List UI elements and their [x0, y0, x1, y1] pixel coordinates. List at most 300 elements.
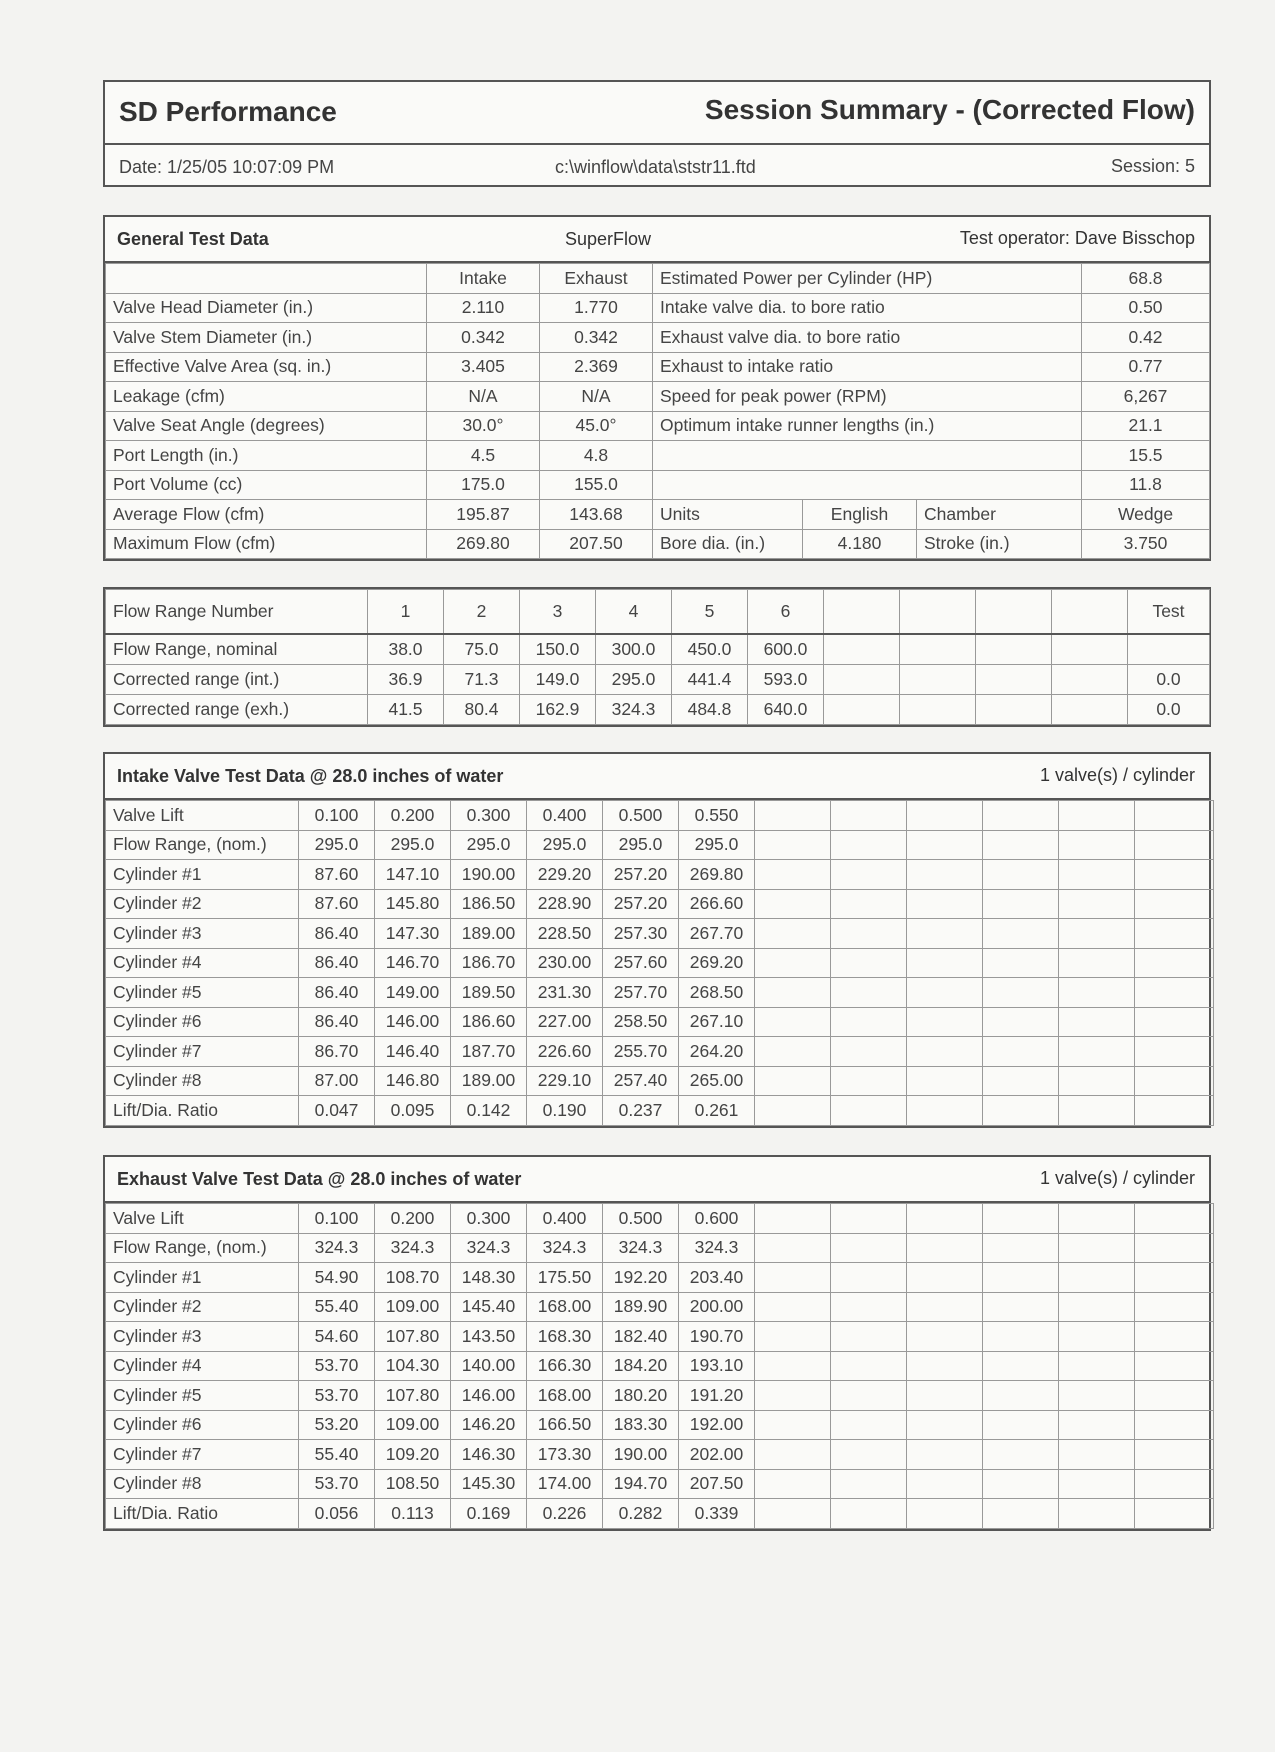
empty-cell: [831, 801, 907, 831]
flow-value: 147.10: [375, 860, 451, 890]
empty-cell: [831, 1263, 907, 1293]
flow-range-section: [103, 587, 1211, 727]
flow-value: 229.20: [527, 860, 603, 890]
table-row: [106, 1263, 1214, 1293]
exhaust-value: 2.369: [540, 352, 653, 382]
table-row: [106, 382, 1210, 412]
empty-cell: [1059, 1007, 1135, 1037]
empty-cell: [755, 889, 831, 919]
empty-cell: [831, 1469, 907, 1499]
derived-label: Intake valve dia. to bore ratio: [653, 293, 1082, 323]
empty-cell: [907, 1410, 983, 1440]
column-header-exhaust: Exhaust: [540, 264, 653, 294]
chamber-value: Wedge: [1082, 500, 1210, 530]
flow-value: 174.00: [527, 1469, 603, 1499]
row-label: Cylinder #2: [106, 1292, 299, 1322]
test-operator: Test operator: Dave Bisschop: [959, 228, 1195, 248]
stroke-label: Stroke (in.): [917, 529, 1082, 559]
range-value: [1128, 634, 1210, 665]
empty-cell: [983, 830, 1059, 860]
range-value: 450.0: [672, 634, 748, 665]
table-row: [106, 978, 1214, 1008]
range-value: 295.0: [596, 665, 672, 695]
flow-value: 295.0: [527, 830, 603, 860]
empty-cell: [907, 1322, 983, 1352]
table-row: [106, 352, 1210, 382]
flow-value: 109.00: [375, 1292, 451, 1322]
table-row: [106, 1096, 1214, 1126]
flow-value: 109.00: [375, 1410, 451, 1440]
empty-cell: [983, 1204, 1059, 1234]
empty-cell: [1135, 1469, 1214, 1499]
empty-cell: [831, 860, 907, 890]
empty-cell: [907, 1204, 983, 1234]
empty-cell: [1059, 860, 1135, 890]
empty-cell: [1059, 1440, 1135, 1470]
range-value: 149.0: [520, 665, 596, 695]
flow-value: 255.70: [603, 1037, 679, 1067]
table-row: [106, 293, 1210, 323]
range-value: 0.0: [1128, 665, 1210, 695]
flow-value: 145.80: [375, 889, 451, 919]
range-value: 36.9: [368, 665, 444, 695]
flow-value: 53.70: [299, 1351, 375, 1381]
flow-value: 0.339: [679, 1499, 755, 1529]
flow-value: 192.00: [679, 1410, 755, 1440]
report-title: Session Summary - (Corrected Flow): [704, 94, 1195, 125]
row-label: Leakage (cfm): [106, 382, 427, 412]
data-file-path: c:\winflow\data\ststr11.ftd: [555, 157, 756, 177]
empty-cell: [755, 1410, 831, 1440]
empty-cell: [755, 948, 831, 978]
flow-value: 0.282: [603, 1499, 679, 1529]
flow-value: 203.40: [679, 1263, 755, 1293]
row-label: Cylinder #6: [106, 1007, 299, 1037]
range-value: [976, 695, 1052, 725]
flow-value: 295.0: [451, 830, 527, 860]
empty-cell: [831, 1440, 907, 1470]
empty-cell: [1135, 1233, 1214, 1263]
empty-cell: [1059, 978, 1135, 1008]
range-value: 300.0: [596, 634, 672, 665]
derived-value: 11.8: [1082, 470, 1210, 500]
flow-value: 168.00: [527, 1381, 603, 1411]
flow-value: 146.80: [375, 1066, 451, 1096]
row-label: Corrected range (exh.): [106, 695, 368, 725]
empty-cell: [831, 1233, 907, 1263]
row-label: Cylinder #5: [106, 1381, 299, 1411]
empty-cell: [1135, 1007, 1214, 1037]
bore-value: 4.180: [803, 529, 917, 559]
row-label: Valve Seat Angle (degrees): [106, 411, 427, 441]
empty-cell: [755, 830, 831, 860]
flow-value: 86.40: [299, 978, 375, 1008]
flow-value: 189.90: [603, 1292, 679, 1322]
table-row: [106, 1292, 1214, 1322]
flow-value: 86.40: [299, 919, 375, 949]
flow-value: 146.40: [375, 1037, 451, 1067]
empty-cell: [1135, 830, 1214, 860]
empty-cell: [1135, 1263, 1214, 1293]
flow-range-table: [105, 589, 1210, 725]
empty-cell: [983, 978, 1059, 1008]
report-header: [103, 80, 1211, 187]
derived-value: 0.77: [1082, 352, 1210, 382]
empty-cell: [755, 860, 831, 890]
column-header-intake: Intake: [427, 264, 540, 294]
empty-cell: [831, 978, 907, 1008]
table-row: [106, 441, 1210, 471]
flow-value: 189.50: [451, 978, 527, 1008]
range-value: [824, 695, 900, 725]
flow-value: 107.80: [375, 1381, 451, 1411]
flow-value: 192.20: [603, 1263, 679, 1293]
intake-value: 3.405: [427, 352, 540, 382]
flow-value: 0.226: [527, 1499, 603, 1529]
row-label: Valve Lift: [106, 801, 299, 831]
flow-value: 190.70: [679, 1322, 755, 1352]
empty-cell: [831, 1499, 907, 1529]
empty-cell: [1135, 1410, 1214, 1440]
row-label: Cylinder #8: [106, 1066, 299, 1096]
empty-cell: [755, 978, 831, 1008]
table-row: [106, 1037, 1214, 1067]
row-label: Cylinder #1: [106, 1263, 299, 1293]
empty-cell: [983, 1233, 1059, 1263]
range-number: Test: [1128, 590, 1210, 635]
empty-cell: [907, 889, 983, 919]
empty-cell: [907, 1292, 983, 1322]
empty-cell: [907, 1440, 983, 1470]
intake-value: 269.80: [427, 529, 540, 559]
range-value: 71.3: [444, 665, 520, 695]
valves-per-cylinder: 1 valve(s) / cylinder: [1039, 1168, 1195, 1188]
table-row: [106, 1410, 1214, 1440]
flow-value: 227.00: [527, 1007, 603, 1037]
derived-label: Exhaust valve dia. to bore ratio: [653, 323, 1082, 353]
range-value: 38.0: [368, 634, 444, 665]
empty-cell: [755, 1037, 831, 1067]
empty-cell: [1059, 1066, 1135, 1096]
flow-value: 187.70: [451, 1037, 527, 1067]
empty-cell: [1135, 889, 1214, 919]
table-row: [106, 1322, 1214, 1352]
exhaust-value: 155.0: [540, 470, 653, 500]
empty-cell: [1059, 1499, 1135, 1529]
table-row: [106, 411, 1210, 441]
flow-value: 146.70: [375, 948, 451, 978]
empty-cell: [1135, 801, 1214, 831]
derived-label: Exhaust to intake ratio: [653, 352, 1082, 382]
range-value: 0.0: [1128, 695, 1210, 725]
empty-cell: [983, 1263, 1059, 1293]
flow-value: 226.60: [527, 1037, 603, 1067]
row-label: Port Volume (cc): [106, 470, 427, 500]
empty-cell: [1135, 860, 1214, 890]
empty-cell: [1059, 1322, 1135, 1352]
empty-cell: [983, 1322, 1059, 1352]
row-label: Cylinder #3: [106, 919, 299, 949]
empty-cell: [1059, 1381, 1135, 1411]
flow-value: 109.20: [375, 1440, 451, 1470]
bench-name: SuperFlow: [565, 229, 652, 249]
flow-value: 143.50: [451, 1322, 527, 1352]
empty-cell: [1059, 1469, 1135, 1499]
range-value: 41.5: [368, 695, 444, 725]
row-label: Port Length (in.): [106, 441, 427, 471]
empty-cell: [907, 860, 983, 890]
derived-value: 0.42: [1082, 323, 1210, 353]
flow-value: 166.50: [527, 1410, 603, 1440]
flow-value: 86.40: [299, 948, 375, 978]
flow-value: 146.00: [451, 1381, 527, 1411]
empty-cell: [907, 1351, 983, 1381]
row-label: Lift/Dia. Ratio: [106, 1096, 299, 1126]
row-label: Cylinder #1: [106, 860, 299, 890]
empty-cell: [983, 1292, 1059, 1322]
empty-cell: [831, 830, 907, 860]
table-row: [106, 1007, 1214, 1037]
row-label: Flow Range, (nom.): [106, 830, 299, 860]
row-label: Flow Range, (nom.): [106, 1233, 299, 1263]
empty-cell: [1135, 1096, 1214, 1126]
row-label: Flow Range, nominal: [106, 634, 368, 665]
empty-cell: [1135, 1499, 1214, 1529]
empty-cell: [755, 1322, 831, 1352]
range-number: [900, 590, 976, 635]
empty-cell: [983, 1381, 1059, 1411]
flow-value: 0.190: [527, 1096, 603, 1126]
row-label: Cylinder #6: [106, 1410, 299, 1440]
range-value: [1052, 695, 1128, 725]
exhaust-value: 0.342: [540, 323, 653, 353]
range-number: [976, 590, 1052, 635]
flow-value: 87.60: [299, 889, 375, 919]
flow-value: 0.113: [375, 1499, 451, 1529]
flow-value: 146.00: [375, 1007, 451, 1037]
empty-cell: [1059, 1233, 1135, 1263]
range-value: [1052, 665, 1128, 695]
flow-value: 265.00: [679, 1066, 755, 1096]
empty-cell: [907, 1263, 983, 1293]
row-label: Valve Head Diameter (in.): [106, 293, 427, 323]
units-value: English: [803, 500, 917, 530]
flow-value: 146.30: [451, 1440, 527, 1470]
empty-cell: [983, 1007, 1059, 1037]
empty-cell: [755, 1381, 831, 1411]
table-row: [106, 1204, 1214, 1234]
row-label: Effective Valve Area (sq. in.): [106, 352, 427, 382]
flow-value: 228.90: [527, 889, 603, 919]
flow-value: 268.50: [679, 978, 755, 1008]
flow-value: 207.50: [679, 1469, 755, 1499]
empty-cell: [983, 1410, 1059, 1440]
empty-cell: [907, 1381, 983, 1411]
empty-cell: [907, 1096, 983, 1126]
empty-cell: [755, 1233, 831, 1263]
derived-value: 21.1: [1082, 411, 1210, 441]
range-value: [824, 665, 900, 695]
table-row: [106, 1351, 1214, 1381]
table-row: [106, 1499, 1214, 1529]
flow-value: 231.30: [527, 978, 603, 1008]
flow-value: 266.60: [679, 889, 755, 919]
empty-cell: [1059, 830, 1135, 860]
exhaust-value: N/A: [540, 382, 653, 412]
exhaust-value: 4.8: [540, 441, 653, 471]
empty-cell: [907, 1007, 983, 1037]
flow-value: 0.056: [299, 1499, 375, 1529]
row-label: Corrected range (int.): [106, 665, 368, 695]
flow-value: 168.30: [527, 1322, 603, 1352]
empty-cell: [755, 1469, 831, 1499]
empty-cell: [1135, 978, 1214, 1008]
empty-cell: [1135, 1037, 1214, 1067]
exhaust-value: 143.68: [540, 500, 653, 530]
flow-value: 189.00: [451, 1066, 527, 1096]
flow-value: 193.10: [679, 1351, 755, 1381]
chamber-label: Chamber: [917, 500, 1082, 530]
empty-cell: [983, 1096, 1059, 1126]
flow-value: 173.30: [527, 1440, 603, 1470]
flow-value: 194.70: [603, 1469, 679, 1499]
flow-value: 324.3: [375, 1233, 451, 1263]
table-row: [106, 500, 1210, 530]
empty-cell: [755, 919, 831, 949]
row-label: Valve Stem Diameter (in.): [106, 323, 427, 353]
empty-cell: [983, 801, 1059, 831]
empty-cell: [1135, 1440, 1214, 1470]
flow-value: 147.30: [375, 919, 451, 949]
empty-cell: [831, 1007, 907, 1037]
session-date: Date: 1/25/05 10:07:09 PM: [119, 157, 335, 177]
flow-value: 0.400: [527, 801, 603, 831]
exhaust-valve-section: [103, 1155, 1211, 1531]
flow-value: 180.20: [603, 1381, 679, 1411]
empty-cell: [1059, 889, 1135, 919]
valves-per-cylinder: 1 valve(s) / cylinder: [1039, 765, 1195, 785]
empty-cell: [1059, 919, 1135, 949]
range-value: 441.4: [672, 665, 748, 695]
exhaust-value: 1.770: [540, 293, 653, 323]
intake-value: 195.87: [427, 500, 540, 530]
range-number: [824, 590, 900, 635]
derived-label: Optimum intake runner lengths (in.): [653, 411, 1082, 441]
empty-cell: [983, 919, 1059, 949]
flow-value: 108.70: [375, 1263, 451, 1293]
flow-value: 324.3: [679, 1233, 755, 1263]
flow-value: 148.30: [451, 1263, 527, 1293]
table-row: [106, 634, 1210, 665]
empty-cell: [831, 1292, 907, 1322]
empty-cell: [907, 1066, 983, 1096]
flow-value: 186.60: [451, 1007, 527, 1037]
empty-cell: [831, 1066, 907, 1096]
flow-value: 0.600: [679, 1204, 755, 1234]
intake-valve-table: [105, 800, 1214, 1126]
flow-value: 186.50: [451, 889, 527, 919]
flow-value: 295.0: [299, 830, 375, 860]
empty-cell: [755, 1440, 831, 1470]
empty-cell: [1059, 1263, 1135, 1293]
range-value: [976, 634, 1052, 665]
row-label: Cylinder #3: [106, 1322, 299, 1352]
range-value: 162.9: [520, 695, 596, 725]
flow-value: 53.70: [299, 1381, 375, 1411]
derived-value: 68.8: [1082, 264, 1210, 294]
empty-cell: [1135, 1381, 1214, 1411]
derived-label: Speed for peak power (RPM): [653, 382, 1082, 412]
range-value: 484.8: [672, 695, 748, 725]
intake-value: N/A: [427, 382, 540, 412]
range-value: 640.0: [748, 695, 824, 725]
empty-cell: [983, 948, 1059, 978]
flow-value: 0.200: [375, 801, 451, 831]
empty-cell: [1135, 1292, 1214, 1322]
section-heading: Flow Range Number: [106, 590, 368, 635]
table-row: [106, 529, 1210, 559]
empty-cell: [1059, 801, 1135, 831]
empty-cell: [1135, 919, 1214, 949]
flow-value: 0.500: [603, 801, 679, 831]
empty-cell: [755, 1096, 831, 1126]
row-label: Cylinder #7: [106, 1037, 299, 1067]
derived-value: 0.50: [1082, 293, 1210, 323]
empty-cell: [1135, 1322, 1214, 1352]
flow-value: 230.00: [527, 948, 603, 978]
flow-value: 190.00: [451, 860, 527, 890]
flow-value: 269.20: [679, 948, 755, 978]
units-label: Units: [653, 500, 803, 530]
empty-cell: [755, 1263, 831, 1293]
row-label: Cylinder #7: [106, 1440, 299, 1470]
section-heading: Exhaust Valve Test Data @ 28.0 inches of water: [117, 1169, 522, 1189]
derived-label: [653, 441, 1082, 471]
empty-cell: [1059, 1037, 1135, 1067]
range-value: [900, 634, 976, 665]
intake-value: 30.0°: [427, 411, 540, 441]
flow-value: 257.20: [603, 889, 679, 919]
flow-value: 0.400: [527, 1204, 603, 1234]
empty-cell: [755, 1499, 831, 1529]
flow-value: 175.50: [527, 1263, 603, 1293]
flow-value: 87.60: [299, 860, 375, 890]
row-label: Lift/Dia. Ratio: [106, 1499, 299, 1529]
range-number: 5: [672, 590, 748, 635]
empty-cell: [983, 1440, 1059, 1470]
empty-cell: [831, 1351, 907, 1381]
derived-value: 15.5: [1082, 441, 1210, 471]
stroke-value: 3.750: [1082, 529, 1210, 559]
row-label: Cylinder #4: [106, 948, 299, 978]
table-row: [106, 1233, 1214, 1263]
range-number: 1: [368, 590, 444, 635]
empty-cell: [907, 1233, 983, 1263]
empty-cell: [831, 948, 907, 978]
range-value: 593.0: [748, 665, 824, 695]
flow-value: 55.40: [299, 1292, 375, 1322]
flow-value: 86.70: [299, 1037, 375, 1067]
flow-value: 324.3: [299, 1233, 375, 1263]
flow-value: 86.40: [299, 1007, 375, 1037]
empty-cell: [831, 1322, 907, 1352]
flow-value: 184.20: [603, 1351, 679, 1381]
flow-value: 295.0: [603, 830, 679, 860]
flow-value: 0.261: [679, 1096, 755, 1126]
empty-cell: [907, 801, 983, 831]
empty-cell: [907, 948, 983, 978]
range-value: [824, 634, 900, 665]
